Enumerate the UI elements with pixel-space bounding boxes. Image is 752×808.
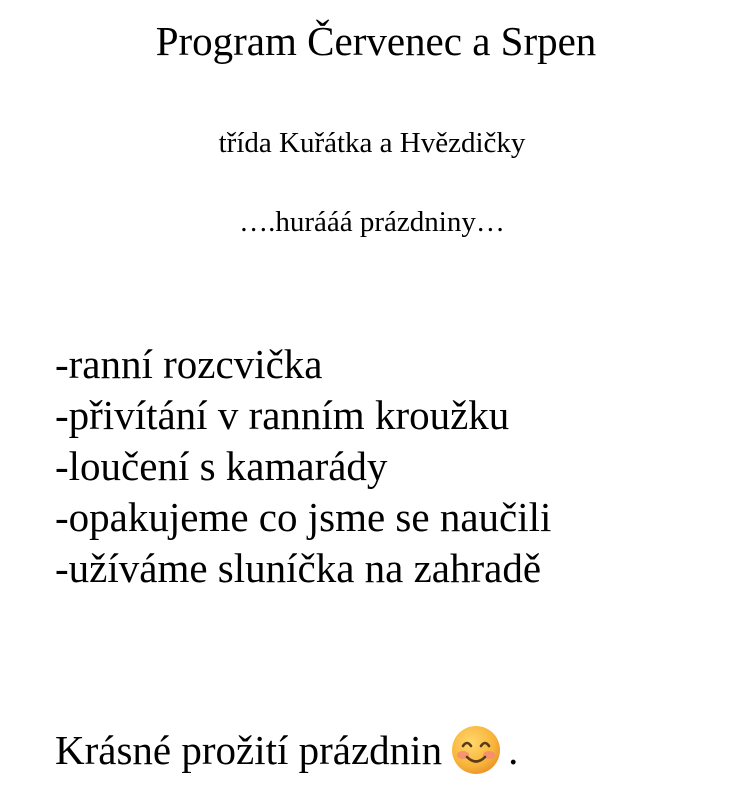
activity-item: -ranní rozcvička (55, 341, 323, 387)
class-subtitle: třída Kuřátka a Hvězdičky (218, 127, 526, 159)
activity-item: -loučení s kamarády (55, 443, 388, 489)
activity-item: -přivítání v ranním kroužku (55, 392, 510, 438)
smiling-face-icon (450, 724, 502, 776)
activity-list (55, 339, 551, 594)
closing-period: . (508, 727, 519, 773)
holiday-tagline: ….hurááá prázdniny… (239, 206, 505, 238)
closing-line (55, 724, 518, 776)
activity-item: -opakujeme co jsme se naučili (55, 494, 552, 540)
page-title: Program Červenec a Srpen (155, 18, 597, 64)
closing-text: Krásné prožití prázdnin (55, 727, 443, 773)
activity-item: -užíváme sluníčka na zahradě (55, 545, 542, 591)
